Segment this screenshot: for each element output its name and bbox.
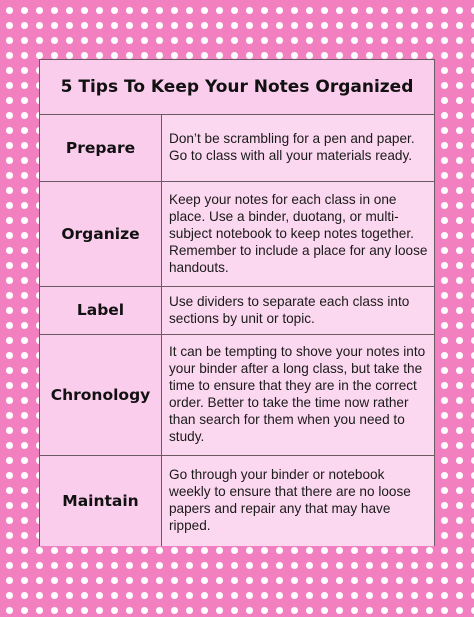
tip-row-prepare: [40, 115, 434, 181]
tip-text: It can be tempting to shove your notes into your binder after a long class, but take the time to ensure that they are in the correct order. Better to take the time now rather than search for them when you need to study.: [162, 334, 435, 455]
tip-row-chronology: [40, 334, 434, 455]
tip-text: Keep your notes for each class in one place. Use a binder, duotang, or multi-subject notebook to keep notes together. Remember to include a place for any loose handouts.: [162, 181, 435, 286]
tip-text: Don’t be scrambling for a pen and paper. Go to class with all your materials ready.: [162, 115, 435, 181]
tip-label: Organize: [40, 181, 162, 286]
tip-row-label: [40, 286, 434, 334]
tip-label: Chronology: [40, 334, 162, 455]
tip-label: Label: [40, 286, 162, 334]
tips-card: [39, 59, 435, 546]
tip-row-organize: [40, 181, 434, 286]
page-title: 5 Tips To Keep Your Notes Organized: [40, 60, 434, 115]
tip-text: Go through your binder or notebook weekly to ensure that there are no loose papers and repair any that may have ripped.: [162, 455, 435, 546]
tip-row-maintain: [40, 455, 434, 546]
tip-label: Prepare: [40, 115, 162, 181]
tip-text: Use dividers to separate each class into sections by unit or topic.: [162, 286, 435, 334]
tip-label: Maintain: [40, 455, 162, 546]
tips-table: [40, 115, 434, 546]
